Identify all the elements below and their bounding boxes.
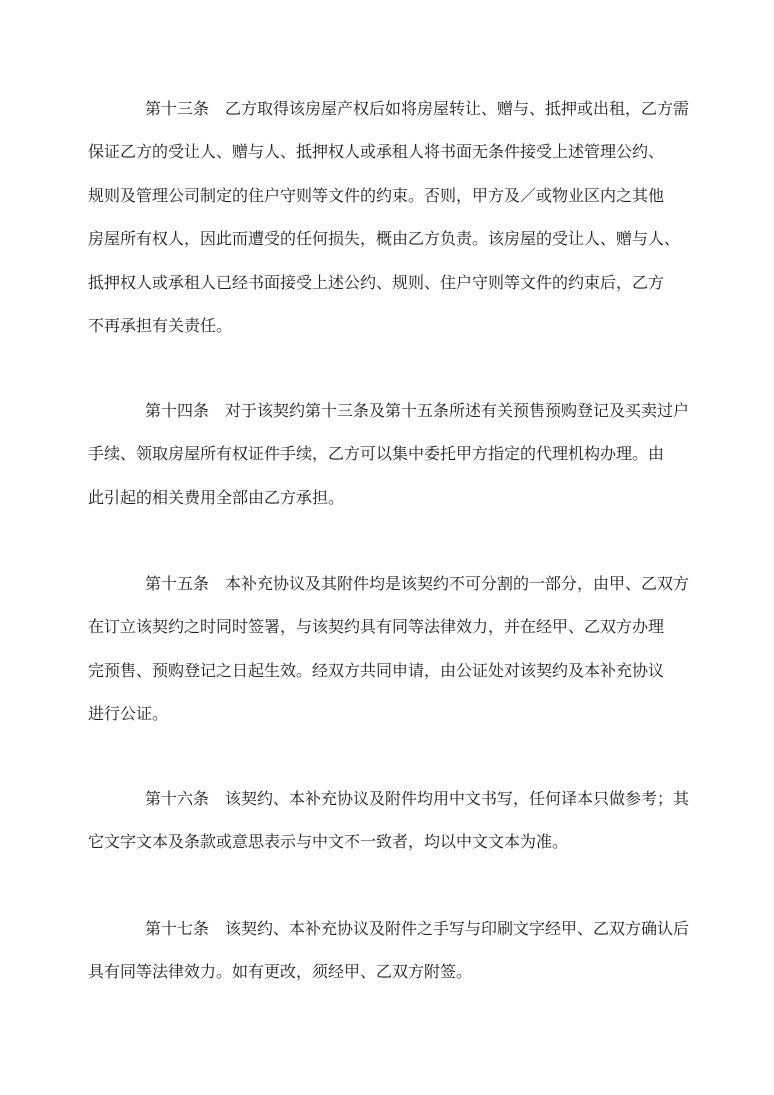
paragraph-line: 它文字文本及条款或意思表示与中文不一致者，均以中文文本为准。 xyxy=(88,832,569,852)
paragraph-line: 第十三条 乙方取得该房屋产权后如将房屋转让、赠与、抵押或出租，乙方需 xyxy=(145,99,690,118)
paragraph-line: 第十六条 该契约、本补充协议及附件均用中文书写，任何译本只做参考；其 xyxy=(145,789,690,808)
paragraph-line: 第十五条 本补充协议及其附件均是该契约不可分割的一部分，由甲、乙双方 xyxy=(145,574,690,593)
paragraph-line: 抵押权人或承租人已经书面接受上述公约、规则、住户守则等文件的约束后，乙方 xyxy=(88,272,665,292)
paragraph-line: 保证乙方的受让人、赠与人、抵押权人或承租人将书面无条件接受上述管理公约、 xyxy=(88,142,665,162)
paragraph-line: 第十七条 该契约、本补充协议及附件之手写与印刷文字经甲、乙双方确认后 xyxy=(145,919,690,938)
paragraph-line: 第十四条 对于该契约第十三条及第十五条所述有关预售预购登记及买卖过户 xyxy=(145,401,690,420)
paragraph-line: 规则及管理公司制定的住户守则等文件的约束。否则，甲方及／或物业区内之其他 xyxy=(88,185,665,205)
paragraph-line: 具有同等法律效力。如有更改，须经甲、乙双方附签。 xyxy=(88,962,473,982)
article-14 xyxy=(88,389,688,519)
paragraph-line: 进行公证。 xyxy=(88,704,169,724)
article-13 xyxy=(88,87,688,347)
paragraph-line: 在订立该契约之时同时签署，与该契约具有同等法律效力，并在经甲、乙双方办理 xyxy=(88,617,665,637)
article-15 xyxy=(88,562,688,736)
article-16 xyxy=(88,777,688,864)
paragraph-line: 手续、领取房屋所有权证件手续，乙方可以集中委托甲方指定的代理机构办理。由 xyxy=(88,444,665,464)
article-17 xyxy=(88,907,688,994)
paragraph-line: 完预售、预购登记之日起生效。经双方共同申请，由公证处对该契约及本补充协议 xyxy=(88,660,665,680)
paragraph-line: 此引起的相关费用全部由乙方承担。 xyxy=(88,487,345,507)
paragraph-line: 房屋所有权人，因此而遭受的任何损失，概由乙方负责。该房屋的受让人、赠与人、 xyxy=(88,229,681,249)
paragraph-line: 不再承担有关责任。 xyxy=(88,315,233,335)
